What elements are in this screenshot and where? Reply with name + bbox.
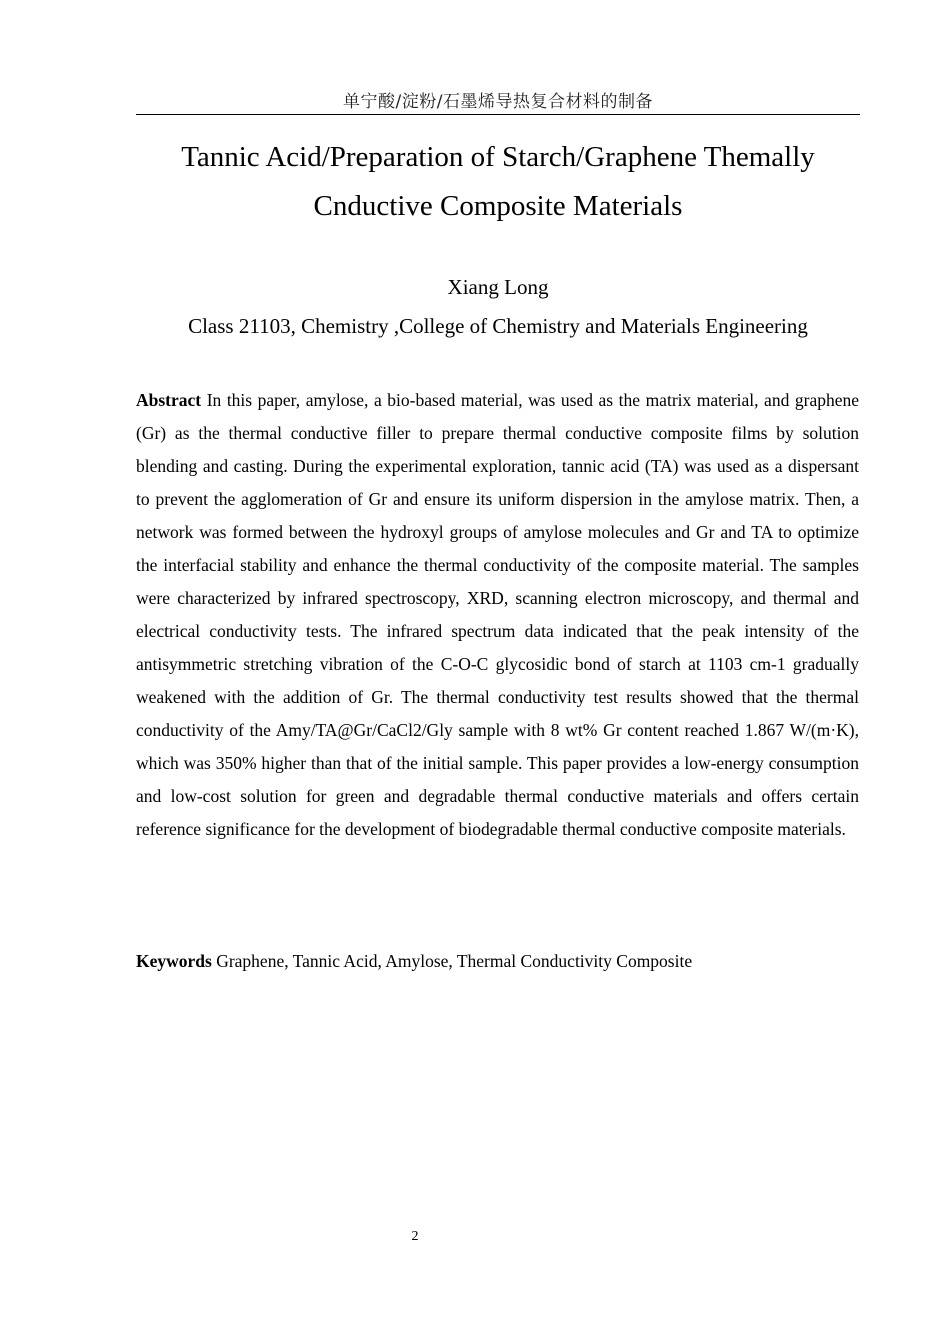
keywords-text: Graphene, Tannic Acid, Amylose, Thermal Conductivity Composite [216,951,693,971]
page-number: 2 [411,1229,419,1244]
abstract-text: In this paper, amylose, a bio-based material, was used as the matrix material, and graphene (Gr) as the thermal conductive filler to prepare thermal conductive composite films by solution blending and casting. During the experimental exploration, tannic acid (TA) was used as a dispersant to prevent the agglomeration of Gr and ensure its uniform dispersion in the amylose matrix. Then, a network was formed between the hydroxyl groups of amylose molecules and Gr and TA to optimize the interfacial stability and enhance the thermal conductivity of the composite material. The samples were characterized by infrared spectroscopy, XRD, scanning electron microscopy, and thermal and electrical conductivity tests. The infrared spectrum data indicated that the peak intensity of the antisymmetric stretching vibration of the C-O-C glycosidic bond of starch at 1103 cm-1 gradually weakened with the addition of Gr. The thermal conductivity test results showed that the thermal conductivity of the Amy/TA@Gr/CaCl2/Gly sample with 8 wt% Gr content reached 1.867 W/(m·K), which was 350% higher than that of the initial sample. This paper provides a low-energy consumption and low-cost solution for green and degradable thermal conductive materials and offers certain reference significance for the development of biodegradable thermal conductive composite materials. [136,390,860,839]
paper-title [136,133,860,231]
abstract-label: Abstract [136,390,202,410]
keywords-label: Keywords [136,951,212,971]
abstract-paragraph [136,384,859,846]
paper-title-line-1: Tannic Acid/Preparation of Starch/Graphene Themally [181,141,815,173]
author-name: Xiang Long [447,275,549,299]
author-affiliation: Class 21103, Chemistry ,College of Chemistry and Materials Engineering [188,314,808,338]
keywords-paragraph [136,945,859,978]
paper-title-line-2: Cnductive Composite Materials [313,190,683,222]
running-header: 单宁酸/淀粉/石墨烯导热复合材料的制备 [136,90,860,115]
